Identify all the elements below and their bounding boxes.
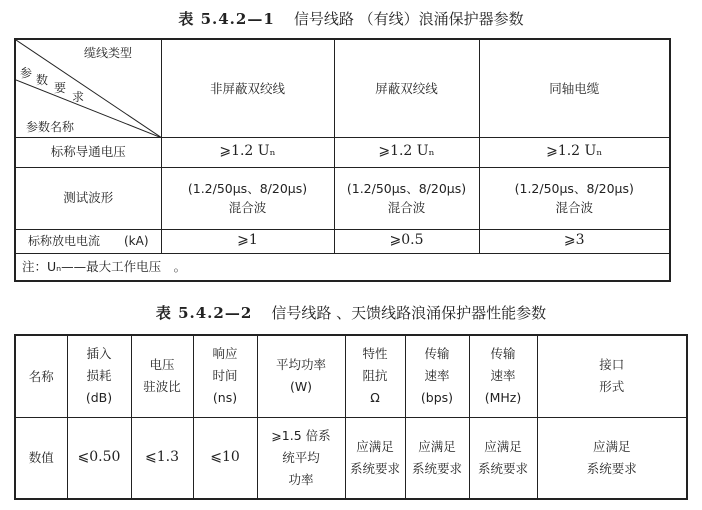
table2-header-cell: [469, 335, 537, 417]
value-line: 统平均: [282, 449, 320, 465]
table2-value-cell: [131, 417, 193, 499]
table2-value-cell: [15, 417, 67, 499]
header-line: 特性: [362, 346, 388, 362]
table1-col-header: 屏蔽双绞线: [334, 39, 479, 137]
value-line: 数值: [28, 450, 54, 466]
header-line: 平均功率: [275, 357, 326, 373]
table1-cell: ⩾1.2 Uₙ: [334, 137, 479, 167]
table2-caption-title: 信号线路 、天馈线路浪涌保护器性能参数: [271, 304, 547, 322]
header-line: 接口: [599, 357, 625, 373]
table2-header-cell: [131, 335, 193, 417]
value-line: 功率: [288, 471, 314, 487]
header-line: 名称: [28, 368, 54, 384]
table2-caption-number: 表 5.4.2—2: [155, 304, 253, 322]
header-line: 传输: [490, 346, 516, 362]
corner-label-shu: 数: [36, 73, 49, 87]
table2-value-cell: [345, 417, 405, 499]
corner-label-yao: 要: [54, 81, 67, 95]
table1-row-label: 标称放电电流 (kA): [15, 229, 161, 253]
table1-cell-line: 混合波: [555, 200, 593, 215]
header-line: 传输: [424, 346, 450, 362]
table1-cell: ⩾0.5: [334, 229, 479, 253]
table1-cell: ⩾1.2 Uₙ: [161, 137, 334, 167]
table2-header-cell: [15, 335, 67, 417]
table2-value-cell: [469, 417, 537, 499]
table1-cell: ⩾1: [161, 229, 334, 253]
table1-cell-line: (1.2/50μs、8/20μs): [514, 180, 634, 196]
table1-cell-line: (1.2/50μs、8/20μs): [346, 180, 467, 196]
table2-caption: [0, 302, 702, 323]
table1-cell: ⩾3: [479, 229, 670, 253]
value-line: 系统要求: [349, 460, 400, 476]
header-line: 形式: [599, 379, 625, 395]
table2-header-cell: [345, 335, 405, 417]
table1-cell: [334, 167, 479, 229]
value-line: 应满足: [418, 438, 456, 454]
table2-value-cell: [405, 417, 469, 499]
header-line: (ns): [212, 390, 238, 406]
table1-col-header: 同轴电缆: [479, 39, 670, 137]
table1-caption-number: 表 5.4.2—1: [178, 10, 275, 28]
table2-value-cell: [257, 417, 345, 499]
table1-row-label: 标称导通电压: [15, 137, 161, 167]
value-line: ⩽1.3: [145, 448, 179, 465]
table1-cell: ⩾1.2 Uₙ: [479, 137, 670, 167]
table1-cell-line: (1.2/50μs、8/20μs): [187, 180, 308, 196]
table2-header-cell: [193, 335, 257, 417]
header-line: 损耗: [86, 368, 112, 384]
header-line: (dB): [85, 390, 113, 406]
table2: [14, 334, 688, 500]
value-line: 系统要求: [411, 460, 462, 476]
header-line: 电压: [149, 357, 175, 373]
table2-header-cell: [257, 335, 345, 417]
table2-header-cell: [537, 335, 687, 417]
table2-value-cell: [67, 417, 131, 499]
table1-cell: [161, 167, 334, 229]
header-line: (bps): [420, 390, 454, 406]
header-line: 时间: [212, 368, 238, 384]
table2-value-cell: [537, 417, 687, 499]
corner-label-cable-type: 缆线类型: [84, 46, 133, 60]
table1-cell: [479, 167, 670, 229]
value-line: 应满足: [592, 438, 631, 454]
header-line: 插入: [86, 346, 112, 362]
table2-value-cell: [193, 417, 257, 499]
header-line: 驻波比: [143, 379, 181, 395]
corner-label-param-name: 参数名称: [26, 120, 75, 134]
header-line: (W): [289, 379, 313, 395]
value-line: 系统要求: [586, 460, 637, 476]
header-line: 速率: [490, 368, 516, 384]
value-line: 系统要求: [477, 460, 528, 476]
table2-header-row: [15, 335, 687, 417]
header-line: (MHz): [484, 390, 522, 406]
table2-header-cell: [67, 335, 131, 417]
table1-note: 注：Uₙ——最大工作电压 。: [15, 253, 670, 281]
header-line: 速率: [424, 368, 450, 384]
table1-caption: [0, 8, 702, 29]
value-line: ⩾1.5 倍系: [271, 427, 331, 443]
corner-label-qiu: 求: [72, 90, 85, 104]
corner-label-can: 参: [20, 66, 33, 80]
table1-col-header: 非屏蔽双绞线: [161, 39, 334, 137]
table1-cell-line: 混合波: [387, 200, 426, 215]
value-line: ⩽10: [210, 448, 240, 465]
header-line: 响应: [212, 346, 238, 362]
table1-row-label: 测试波形: [15, 167, 161, 229]
table1-cell-line: 混合波: [228, 200, 267, 215]
value-line: 应满足: [356, 438, 394, 454]
table2-header-cell: [405, 335, 469, 417]
table1-caption-title: 信号线路 （有线）浪涌保护器参数: [293, 10, 524, 28]
header-line: 阻抗: [362, 368, 388, 384]
value-line: ⩽0.50: [77, 448, 121, 465]
value-line: 应满足: [484, 438, 522, 454]
table1-corner-cell: [15, 39, 161, 137]
header-line: Ω: [370, 390, 380, 406]
table1: [14, 38, 671, 282]
table2-value-row: [15, 417, 687, 499]
